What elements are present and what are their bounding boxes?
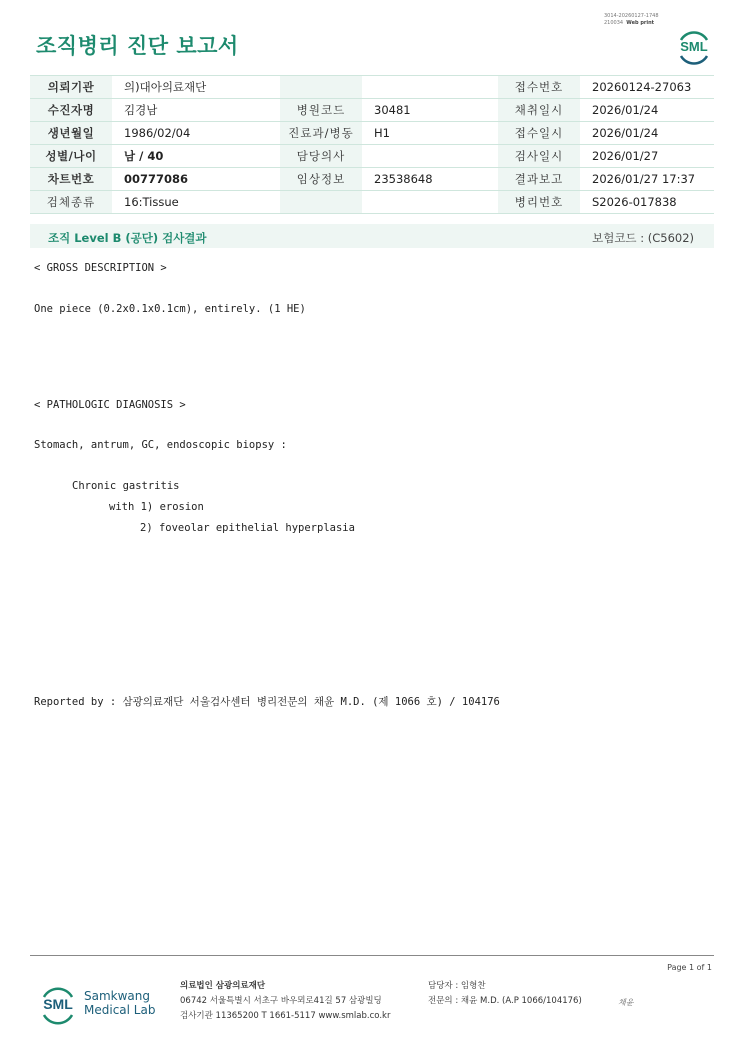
gross-heading: < GROSS DESCRIPTION > bbox=[34, 262, 167, 274]
info-label: 접수일시 bbox=[498, 122, 580, 145]
doctor-name: 채윤 M.D. (A.P 1066/104176) bbox=[460, 996, 582, 1006]
print-info: 3014-20260127-1748 210034 Web print bbox=[604, 13, 659, 26]
report-title: 조직병리 진단 보고서 bbox=[36, 34, 239, 58]
info-value bbox=[362, 191, 498, 214]
info-label: 병리번호 bbox=[498, 191, 580, 214]
info-value: 20260124-27063 bbox=[580, 76, 714, 99]
info-value: 2026/01/24 bbox=[580, 99, 714, 122]
info-label: 수진자명 bbox=[30, 99, 112, 122]
diagnosis-item-2: 2) foveolar epithelial hyperplasia bbox=[140, 522, 355, 534]
info-row bbox=[30, 99, 714, 122]
diagnosis-site: Stomach, antrum, GC, endoscopic biopsy : bbox=[34, 439, 287, 451]
info-value: 김경남 bbox=[112, 99, 280, 122]
info-value: 23538648 bbox=[362, 168, 498, 191]
footer-staff-block bbox=[428, 979, 582, 1009]
info-label: 검사일시 bbox=[498, 145, 580, 168]
contact: 검사기관 11365200 T 1661-5117 www.smlab.co.kr bbox=[180, 1011, 391, 1021]
patient-info-table bbox=[30, 75, 714, 214]
info-value: H1 bbox=[362, 122, 498, 145]
sml-footer-logo-icon bbox=[36, 982, 80, 1026]
info-value: S2026-017838 bbox=[580, 191, 714, 214]
info-label: 생년월일 bbox=[30, 122, 112, 145]
info-value: 30481 bbox=[362, 99, 498, 122]
info-value: 2026/01/24 bbox=[580, 122, 714, 145]
doctor-signature: 채윤 bbox=[618, 998, 634, 1007]
info-label: 성별/나이 bbox=[30, 145, 112, 168]
insurance-code: 보험코드 : (C5602) bbox=[592, 231, 694, 245]
info-label: 접수번호 bbox=[498, 76, 580, 99]
reported-by: Reported by : 삼광의료재단 서울검사센터 병리전문의 채윤 M.D. (제 1066 호) / 104176 bbox=[34, 696, 500, 708]
info-label bbox=[280, 76, 362, 99]
sml-logo-icon bbox=[674, 26, 714, 66]
staff-label: 담당자 : bbox=[428, 981, 459, 991]
info-value: 2026/01/27 17:37 bbox=[580, 168, 714, 191]
staff-name: 임형찬 bbox=[460, 981, 486, 991]
brand-name: Samkwang Medical Lab bbox=[84, 989, 156, 1017]
footer-address-block bbox=[180, 979, 390, 1024]
info-row bbox=[30, 122, 714, 145]
diagnosis-item-1: with 1) erosion bbox=[109, 501, 204, 513]
info-value bbox=[362, 76, 498, 99]
section-title: 조직 Level B (공단) 검사결과 bbox=[48, 231, 207, 245]
info-label: 임상정보 bbox=[280, 168, 362, 191]
info-value: 00777086 bbox=[112, 168, 280, 191]
page-number: Page 1 of 1 bbox=[667, 963, 712, 972]
info-value: 2026/01/27 bbox=[580, 145, 714, 168]
info-label bbox=[280, 191, 362, 214]
info-label: 병원코드 bbox=[280, 99, 362, 122]
info-label: 차트번호 bbox=[30, 168, 112, 191]
org-name: 의료법인 삼광의료재단 bbox=[180, 981, 266, 991]
info-value: 16:Tissue bbox=[112, 191, 280, 214]
info-value: 1986/02/04 bbox=[112, 122, 280, 145]
info-row bbox=[30, 76, 714, 99]
info-label: 결과보고 bbox=[498, 168, 580, 191]
info-value bbox=[362, 145, 498, 168]
info-label: 진료과/병동 bbox=[280, 122, 362, 145]
info-value: 의)대아의료재단 bbox=[112, 76, 280, 99]
gross-text: One piece (0.2x0.1x0.1cm), entirely. (1 HE) bbox=[34, 303, 306, 315]
info-label: 채취일시 bbox=[498, 99, 580, 122]
info-row bbox=[30, 145, 714, 168]
info-label: 담당의사 bbox=[280, 145, 362, 168]
footer-divider bbox=[30, 955, 714, 956]
diagnosis-heading: < PATHOLOGIC DIAGNOSIS > bbox=[34, 399, 186, 411]
info-value: 남 / 40 bbox=[112, 145, 280, 168]
svg-text:SML: SML bbox=[680, 39, 708, 54]
info-row bbox=[30, 191, 714, 214]
doctor-label: 전문의 : bbox=[428, 996, 459, 1006]
address: 06742 서울특별시 서초구 바우뫼로41길 57 삼광빌딩 bbox=[180, 996, 382, 1006]
info-label: 검체종류 bbox=[30, 191, 112, 214]
diagnosis-main: Chronic gastritis bbox=[72, 480, 180, 492]
info-label: 의뢰기관 bbox=[30, 76, 112, 99]
svg-text:SML: SML bbox=[43, 996, 73, 1012]
info-row bbox=[30, 168, 714, 191]
